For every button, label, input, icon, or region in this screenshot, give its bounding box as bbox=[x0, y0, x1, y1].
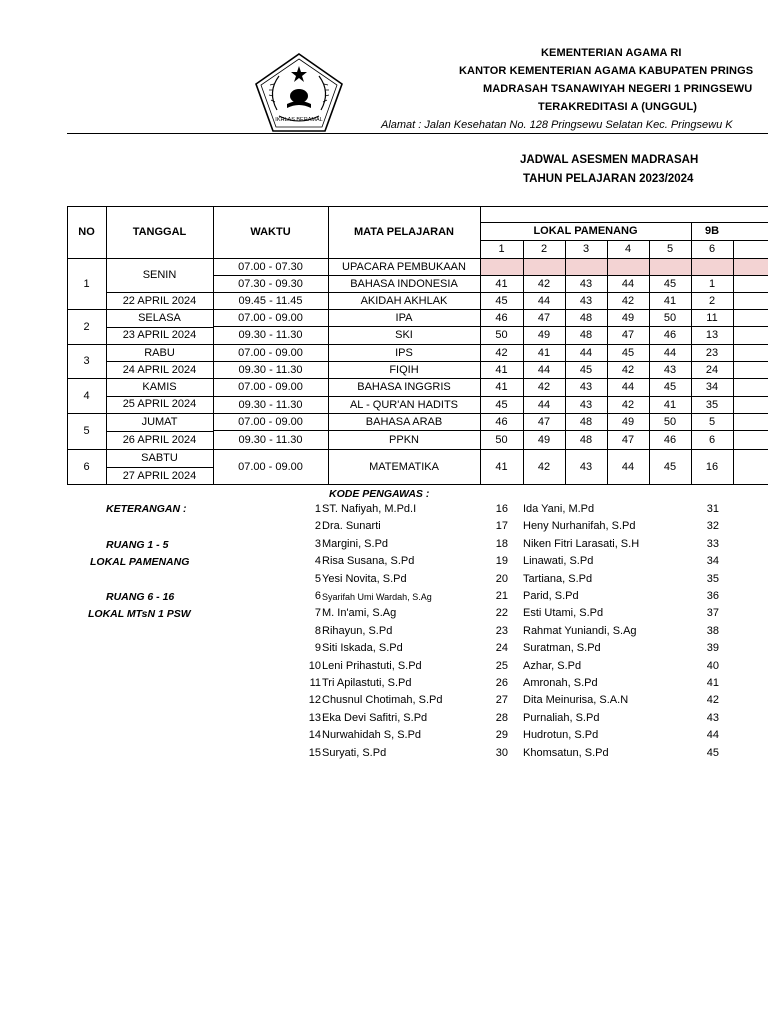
pengawas-extra-code: 37 bbox=[706, 607, 719, 620]
pengawas-name: Rahmat Yuniandi, S.Ag bbox=[523, 624, 637, 637]
room-code: 43 bbox=[663, 363, 677, 376]
room-code: 16 bbox=[705, 461, 719, 473]
day-date: 26 APRIL 2024 bbox=[122, 434, 197, 446]
subject-name: UPACARA PEMBUKAAN bbox=[342, 260, 466, 273]
day-name: SENIN bbox=[142, 269, 177, 281]
pengawas-code: 14 bbox=[308, 729, 321, 742]
pengawas-code: 23 bbox=[495, 624, 508, 637]
subject-name: SKI bbox=[395, 329, 413, 341]
header-lokal-pamenang: LOKAL PAMENANG bbox=[533, 225, 638, 237]
room-code: 23 bbox=[705, 346, 719, 359]
schedule-table bbox=[67, 206, 768, 485]
grid-line bbox=[480, 206, 481, 485]
room-code: 41 bbox=[495, 381, 508, 393]
pengawas-code: 9 bbox=[314, 642, 321, 655]
pengawas-extra-code: 34 bbox=[706, 555, 719, 568]
pengawas-code: 12 bbox=[308, 694, 321, 707]
pengawas-code: 3 bbox=[314, 537, 321, 550]
room-code: 43 bbox=[579, 398, 593, 411]
pengawas-extra-code: 36 bbox=[706, 590, 719, 602]
room-code: 44 bbox=[621, 381, 635, 393]
pengawas-code: 6 bbox=[314, 590, 321, 602]
room-code: 50 bbox=[663, 311, 677, 324]
pengawas-code: 22 bbox=[495, 607, 508, 620]
pengawas-extra-code: 39 bbox=[706, 642, 719, 655]
room-code: 42 bbox=[537, 381, 551, 393]
pengawas-name: Dita Meinurisa, S.A.N bbox=[523, 694, 629, 707]
pengawas-code: 20 bbox=[495, 572, 508, 585]
pengawas-extra-code: 41 bbox=[706, 677, 719, 689]
time-slot: 07.00 - 07.30 bbox=[238, 260, 303, 273]
room-number: 3 bbox=[582, 243, 590, 255]
room-code: 47 bbox=[537, 415, 551, 428]
pengawas-code: 18 bbox=[495, 537, 508, 550]
room-code: 50 bbox=[495, 329, 508, 341]
room-number: 6 bbox=[708, 243, 716, 255]
grid-line bbox=[67, 413, 768, 414]
pengawas-code: 4 bbox=[314, 555, 321, 568]
subject-name: BAHASA ARAB bbox=[365, 415, 443, 428]
header-kelas-9b: 9B bbox=[704, 225, 720, 237]
pengawas-name: Linawati, S.Pd bbox=[523, 555, 594, 568]
pengawas-code: 5 bbox=[314, 572, 321, 585]
room-code: 1 bbox=[708, 277, 716, 290]
pengawas-name: Nurwahidah S, S.Pd bbox=[322, 729, 422, 742]
day-name: JUMAT bbox=[141, 416, 178, 428]
room-code: 2 bbox=[708, 294, 716, 307]
pengawas-name: Siti Iskada, S.Pd bbox=[322, 642, 403, 655]
ceremony-highlight bbox=[481, 258, 768, 275]
grid-line bbox=[106, 206, 107, 485]
pengawas-code: 26 bbox=[495, 677, 508, 689]
room-code: 45 bbox=[621, 346, 635, 359]
subject-name: PPKN bbox=[389, 433, 419, 446]
grid-line bbox=[106, 396, 213, 397]
ruang-6-16-label: RUANG 6 - 16 bbox=[106, 591, 175, 603]
pengawas-extra-code: 38 bbox=[706, 624, 719, 637]
time-slot: 09.30 - 11.30 bbox=[238, 398, 303, 411]
pengawas-code: 11 bbox=[309, 677, 321, 689]
room-code: 42 bbox=[537, 461, 551, 473]
room-code: 41 bbox=[537, 346, 551, 359]
pengawas-name: Suryati, S.Pd bbox=[322, 746, 387, 759]
day-number: 4 bbox=[83, 389, 90, 402]
pengawas-code: 2 bbox=[314, 520, 321, 533]
time-slot: 07.00 - 09.00 bbox=[238, 346, 303, 359]
header-waktu: WAKTU bbox=[250, 226, 291, 238]
school-name: MADRASAH TSANAWIYAH NEGERI 1 PRINGSEWU bbox=[483, 83, 753, 95]
pengawas-name: Suratman, S.Pd bbox=[523, 642, 601, 655]
room-code: 42 bbox=[621, 398, 635, 411]
subject-name: IPS bbox=[395, 346, 413, 359]
room-code: 43 bbox=[579, 277, 593, 290]
room-code: 41 bbox=[495, 461, 508, 473]
room-code: 49 bbox=[621, 311, 635, 324]
pengawas-code: 28 bbox=[495, 711, 508, 724]
time-slot: 09.45 - 11.45 bbox=[238, 294, 303, 307]
room-code: 47 bbox=[621, 329, 635, 341]
room-code: 6 bbox=[708, 433, 716, 446]
room-code: 46 bbox=[495, 415, 508, 428]
room-code: 46 bbox=[495, 311, 508, 324]
room-code: 34 bbox=[705, 381, 719, 393]
pengawas-code: 19 bbox=[495, 555, 508, 568]
grid-line bbox=[213, 430, 768, 431]
time-slot: 07.30 - 09.30 bbox=[238, 277, 303, 290]
room-code: 48 bbox=[579, 415, 593, 428]
pengawas-code: 16 bbox=[495, 503, 508, 515]
pengawas-extra-code: 31 bbox=[706, 503, 719, 515]
room-code: 47 bbox=[537, 311, 551, 324]
pengawas-name: Yesi Novita, S.Pd bbox=[322, 572, 407, 585]
pengawas-name: Margini, S.Pd bbox=[322, 537, 389, 550]
pengawas-name: Hudrotun, S.Pd bbox=[523, 729, 599, 742]
room-code: 41 bbox=[495, 277, 508, 290]
room-number: 2 bbox=[540, 243, 548, 255]
grid-line bbox=[106, 467, 213, 468]
grid-line bbox=[67, 484, 768, 485]
room-code: 47 bbox=[621, 433, 635, 446]
day-number: 3 bbox=[83, 355, 90, 367]
pengawas-extra-code: 35 bbox=[706, 572, 719, 585]
room-code: 44 bbox=[579, 346, 593, 359]
pengawas-name: M. In'ami, S.Ag bbox=[322, 607, 397, 620]
room-code: 44 bbox=[663, 346, 677, 359]
subject-name: BAHASA INDONESIA bbox=[350, 277, 458, 290]
room-number: 5 bbox=[666, 243, 674, 255]
pengawas-code: 15 bbox=[308, 746, 321, 759]
pengawas-name: Heny Nurhanifah, S.Pd bbox=[523, 520, 636, 533]
grid-line bbox=[106, 361, 213, 362]
subject-name: AKIDAH AKHLAK bbox=[360, 294, 448, 307]
day-number: 5 bbox=[83, 425, 90, 437]
room-code: 49 bbox=[537, 329, 551, 341]
grid-line bbox=[691, 222, 692, 240]
grid-line bbox=[67, 378, 768, 379]
grid-line bbox=[213, 396, 768, 397]
day-number: 2 bbox=[83, 320, 90, 333]
day-name: RABU bbox=[144, 346, 175, 359]
time-slot: 07.00 - 09.00 bbox=[238, 461, 303, 473]
header-no: NO bbox=[78, 226, 95, 238]
room-code: 45 bbox=[663, 381, 677, 393]
day-number: 6 bbox=[83, 461, 90, 473]
pengawas-code: 17 bbox=[495, 520, 508, 533]
pengawas-name: Purnaliah, S.Pd bbox=[523, 711, 600, 724]
day-name: SABTU bbox=[141, 452, 178, 464]
time-slot: 07.00 - 09.00 bbox=[238, 311, 303, 324]
grid-line bbox=[67, 206, 768, 207]
grid-line bbox=[213, 275, 768, 276]
room-code: 48 bbox=[579, 329, 593, 341]
header-mata-pelajaran: MATA PELAJARAN bbox=[353, 226, 454, 238]
pengawas-code: 13 bbox=[308, 711, 321, 724]
room-code: 49 bbox=[621, 415, 635, 428]
room-code: 42 bbox=[495, 346, 508, 359]
room-code: 41 bbox=[663, 398, 677, 411]
pengawas-name: Azhar, S.Pd bbox=[523, 659, 582, 672]
subject-name: IPA bbox=[395, 311, 413, 324]
room-code: 49 bbox=[537, 433, 551, 446]
header-divider bbox=[67, 133, 768, 134]
room-code: 41 bbox=[663, 294, 677, 307]
subject-name: MATEMATIKA bbox=[369, 461, 439, 473]
pengawas-code: 25 bbox=[495, 659, 508, 672]
grid-line bbox=[213, 361, 768, 362]
subject-name: FIQIH bbox=[389, 363, 419, 376]
day-date: 23 APRIL 2024 bbox=[122, 329, 197, 342]
room-number: 4 bbox=[624, 243, 632, 255]
room-code: 45 bbox=[579, 363, 593, 376]
pengawas-code: 30 bbox=[495, 746, 508, 759]
room-code: 43 bbox=[579, 381, 593, 393]
ministry-name: KEMENTERIAN AGAMA RI bbox=[541, 47, 682, 59]
doc-subtitle: TAHUN PELAJARAN 2023/2024 bbox=[523, 173, 694, 185]
room-code: 35 bbox=[705, 398, 719, 411]
grid-line bbox=[106, 327, 213, 328]
pengawas-code: 7 bbox=[314, 607, 321, 620]
grid-line bbox=[213, 206, 214, 485]
room-code: 45 bbox=[663, 461, 677, 473]
room-code: 44 bbox=[537, 398, 551, 411]
pengawas-name: Ida Yani, M.Pd bbox=[523, 503, 595, 515]
room-code: 42 bbox=[621, 294, 635, 307]
day-name: SELASA bbox=[138, 311, 181, 324]
pengawas-extra-code: 40 bbox=[706, 659, 719, 672]
pengawas-code: 27 bbox=[495, 694, 508, 707]
room-code: 5 bbox=[708, 415, 716, 428]
pengawas-name: Tartiana, S.Pd bbox=[523, 572, 593, 585]
ruang-1-5-label: RUANG 1 - 5 bbox=[106, 539, 169, 551]
keterangan-label: KETERANGAN : bbox=[106, 503, 187, 515]
pengawas-code: 10 bbox=[308, 659, 321, 672]
room-number: 1 bbox=[498, 243, 505, 255]
grid-line bbox=[328, 206, 329, 485]
room-code: 48 bbox=[579, 433, 593, 446]
grid-line bbox=[67, 309, 768, 310]
pengawas-extra-code: 33 bbox=[706, 537, 719, 550]
pengawas-name: Khomsatun, S.Pd bbox=[523, 746, 609, 759]
time-slot: 07.00 - 09.00 bbox=[238, 381, 303, 393]
grid-line bbox=[67, 206, 68, 485]
pengawas-name: Rihayun, S.Pd bbox=[322, 624, 393, 637]
lokal-mtsn-label: LOKAL MTsN 1 PSW bbox=[88, 608, 191, 620]
room-code: 11 bbox=[706, 311, 718, 324]
time-slot: 07.00 - 09.00 bbox=[238, 415, 303, 428]
pengawas-extra-code: 45 bbox=[706, 746, 719, 759]
kemenag-logo bbox=[253, 52, 345, 134]
grid-line bbox=[67, 344, 768, 345]
room-code: 50 bbox=[663, 415, 677, 428]
room-code: 42 bbox=[537, 277, 551, 290]
room-code: 44 bbox=[537, 294, 551, 307]
room-code: 41 bbox=[495, 363, 508, 376]
grid-line bbox=[67, 258, 768, 259]
room-code: 13 bbox=[705, 329, 719, 341]
day-name: KAMIS bbox=[142, 380, 177, 393]
header-tanggal: TANGGAL bbox=[132, 226, 187, 238]
pengawas-code: 21 bbox=[495, 590, 508, 602]
pengawas-name: Leni Prihastuti, S.Pd bbox=[322, 659, 422, 672]
pengawas-name: Niken Fitri Larasati, S.H bbox=[523, 537, 640, 550]
room-code: 46 bbox=[663, 329, 677, 341]
room-code: 48 bbox=[579, 311, 593, 324]
pengawas-code: 8 bbox=[314, 624, 321, 637]
pengawas-code: 1 bbox=[314, 503, 321, 515]
school-address: Alamat : Jalan Kesehatan No. 128 Pringsewu Selatan Kec. Pringsewu K bbox=[381, 119, 733, 131]
room-code: 45 bbox=[495, 398, 508, 411]
day-date: 24 APRIL 2024 bbox=[122, 363, 197, 376]
pengawas-name: Syarifah Umi Wardah, S.Ag bbox=[322, 591, 432, 602]
room-code: 43 bbox=[579, 294, 593, 307]
subject-name: AL - QUR'AN HADITS bbox=[349, 398, 459, 411]
kode-pengawas-label: KODE PENGAWAS : bbox=[329, 488, 430, 500]
room-code: 45 bbox=[495, 294, 508, 307]
time-slot: 09.30 - 11.30 bbox=[238, 329, 303, 341]
pengawas-extra-code: 43 bbox=[706, 711, 719, 724]
day-date: 27 APRIL 2024 bbox=[122, 470, 197, 482]
grid-line bbox=[213, 326, 768, 327]
grid-line bbox=[213, 292, 768, 293]
room-code: 50 bbox=[495, 433, 508, 446]
accreditation: TERAKREDITASI A (UNGGUL) bbox=[538, 101, 698, 113]
pengawas-name: Dra. Sunarti bbox=[322, 520, 381, 533]
day-date: 25 APRIL 2024 bbox=[122, 398, 197, 411]
room-code: 45 bbox=[663, 277, 677, 290]
grid-line bbox=[480, 222, 768, 223]
office-name: KANTOR KEMENTERIAN AGAMA KABUPATEN PRINGS bbox=[459, 65, 754, 77]
pengawas-name: Eka Devi Safitri, S.Pd bbox=[322, 711, 428, 724]
logo-motto: IKHLAS BERAMAL bbox=[275, 117, 323, 123]
room-code: 44 bbox=[621, 461, 635, 473]
doc-title: JADWAL ASESMEN MADRASAH bbox=[520, 154, 699, 166]
subject-name: BAHASA INGGRIS bbox=[357, 381, 451, 393]
day-date: 22 APRIL 2024 bbox=[122, 294, 197, 307]
pengawas-extra-code: 42 bbox=[706, 694, 719, 707]
pengawas-extra-code: 32 bbox=[706, 520, 719, 533]
pengawas-name: Esti Utami, S.Pd bbox=[523, 607, 604, 620]
room-code: 46 bbox=[663, 433, 677, 446]
time-slot: 09.30 - 11.30 bbox=[238, 363, 303, 376]
pengawas-name: Risa Susana, S.Pd bbox=[322, 555, 415, 568]
room-code: 42 bbox=[621, 363, 635, 376]
pengawas-name: Parid, S.Pd bbox=[523, 590, 579, 602]
lokal-pamenang-label: LOKAL PAMENANG bbox=[90, 556, 190, 568]
time-slot: 09.30 - 11.30 bbox=[238, 433, 303, 446]
room-code: 44 bbox=[537, 363, 551, 376]
pengawas-extra-code: 44 bbox=[706, 729, 719, 742]
pengawas-name: Chusnul Chotimah, S.Pd bbox=[322, 694, 443, 707]
pengawas-code: 29 bbox=[495, 729, 508, 742]
room-code: 43 bbox=[579, 461, 593, 473]
room-code: 44 bbox=[621, 277, 635, 290]
pengawas-name: ST. Nafiyah, M.Pd.I bbox=[322, 503, 417, 515]
day-number: 1 bbox=[83, 277, 90, 290]
pengawas-name: Tri Apilastuti, S.Pd bbox=[322, 677, 412, 689]
pengawas-code: 24 bbox=[495, 642, 508, 655]
grid-line bbox=[106, 292, 213, 293]
grid-line bbox=[106, 431, 213, 432]
pengawas-name: Amronah, S.Pd bbox=[523, 677, 598, 689]
grid-line bbox=[67, 449, 768, 450]
room-code: 24 bbox=[705, 363, 719, 376]
